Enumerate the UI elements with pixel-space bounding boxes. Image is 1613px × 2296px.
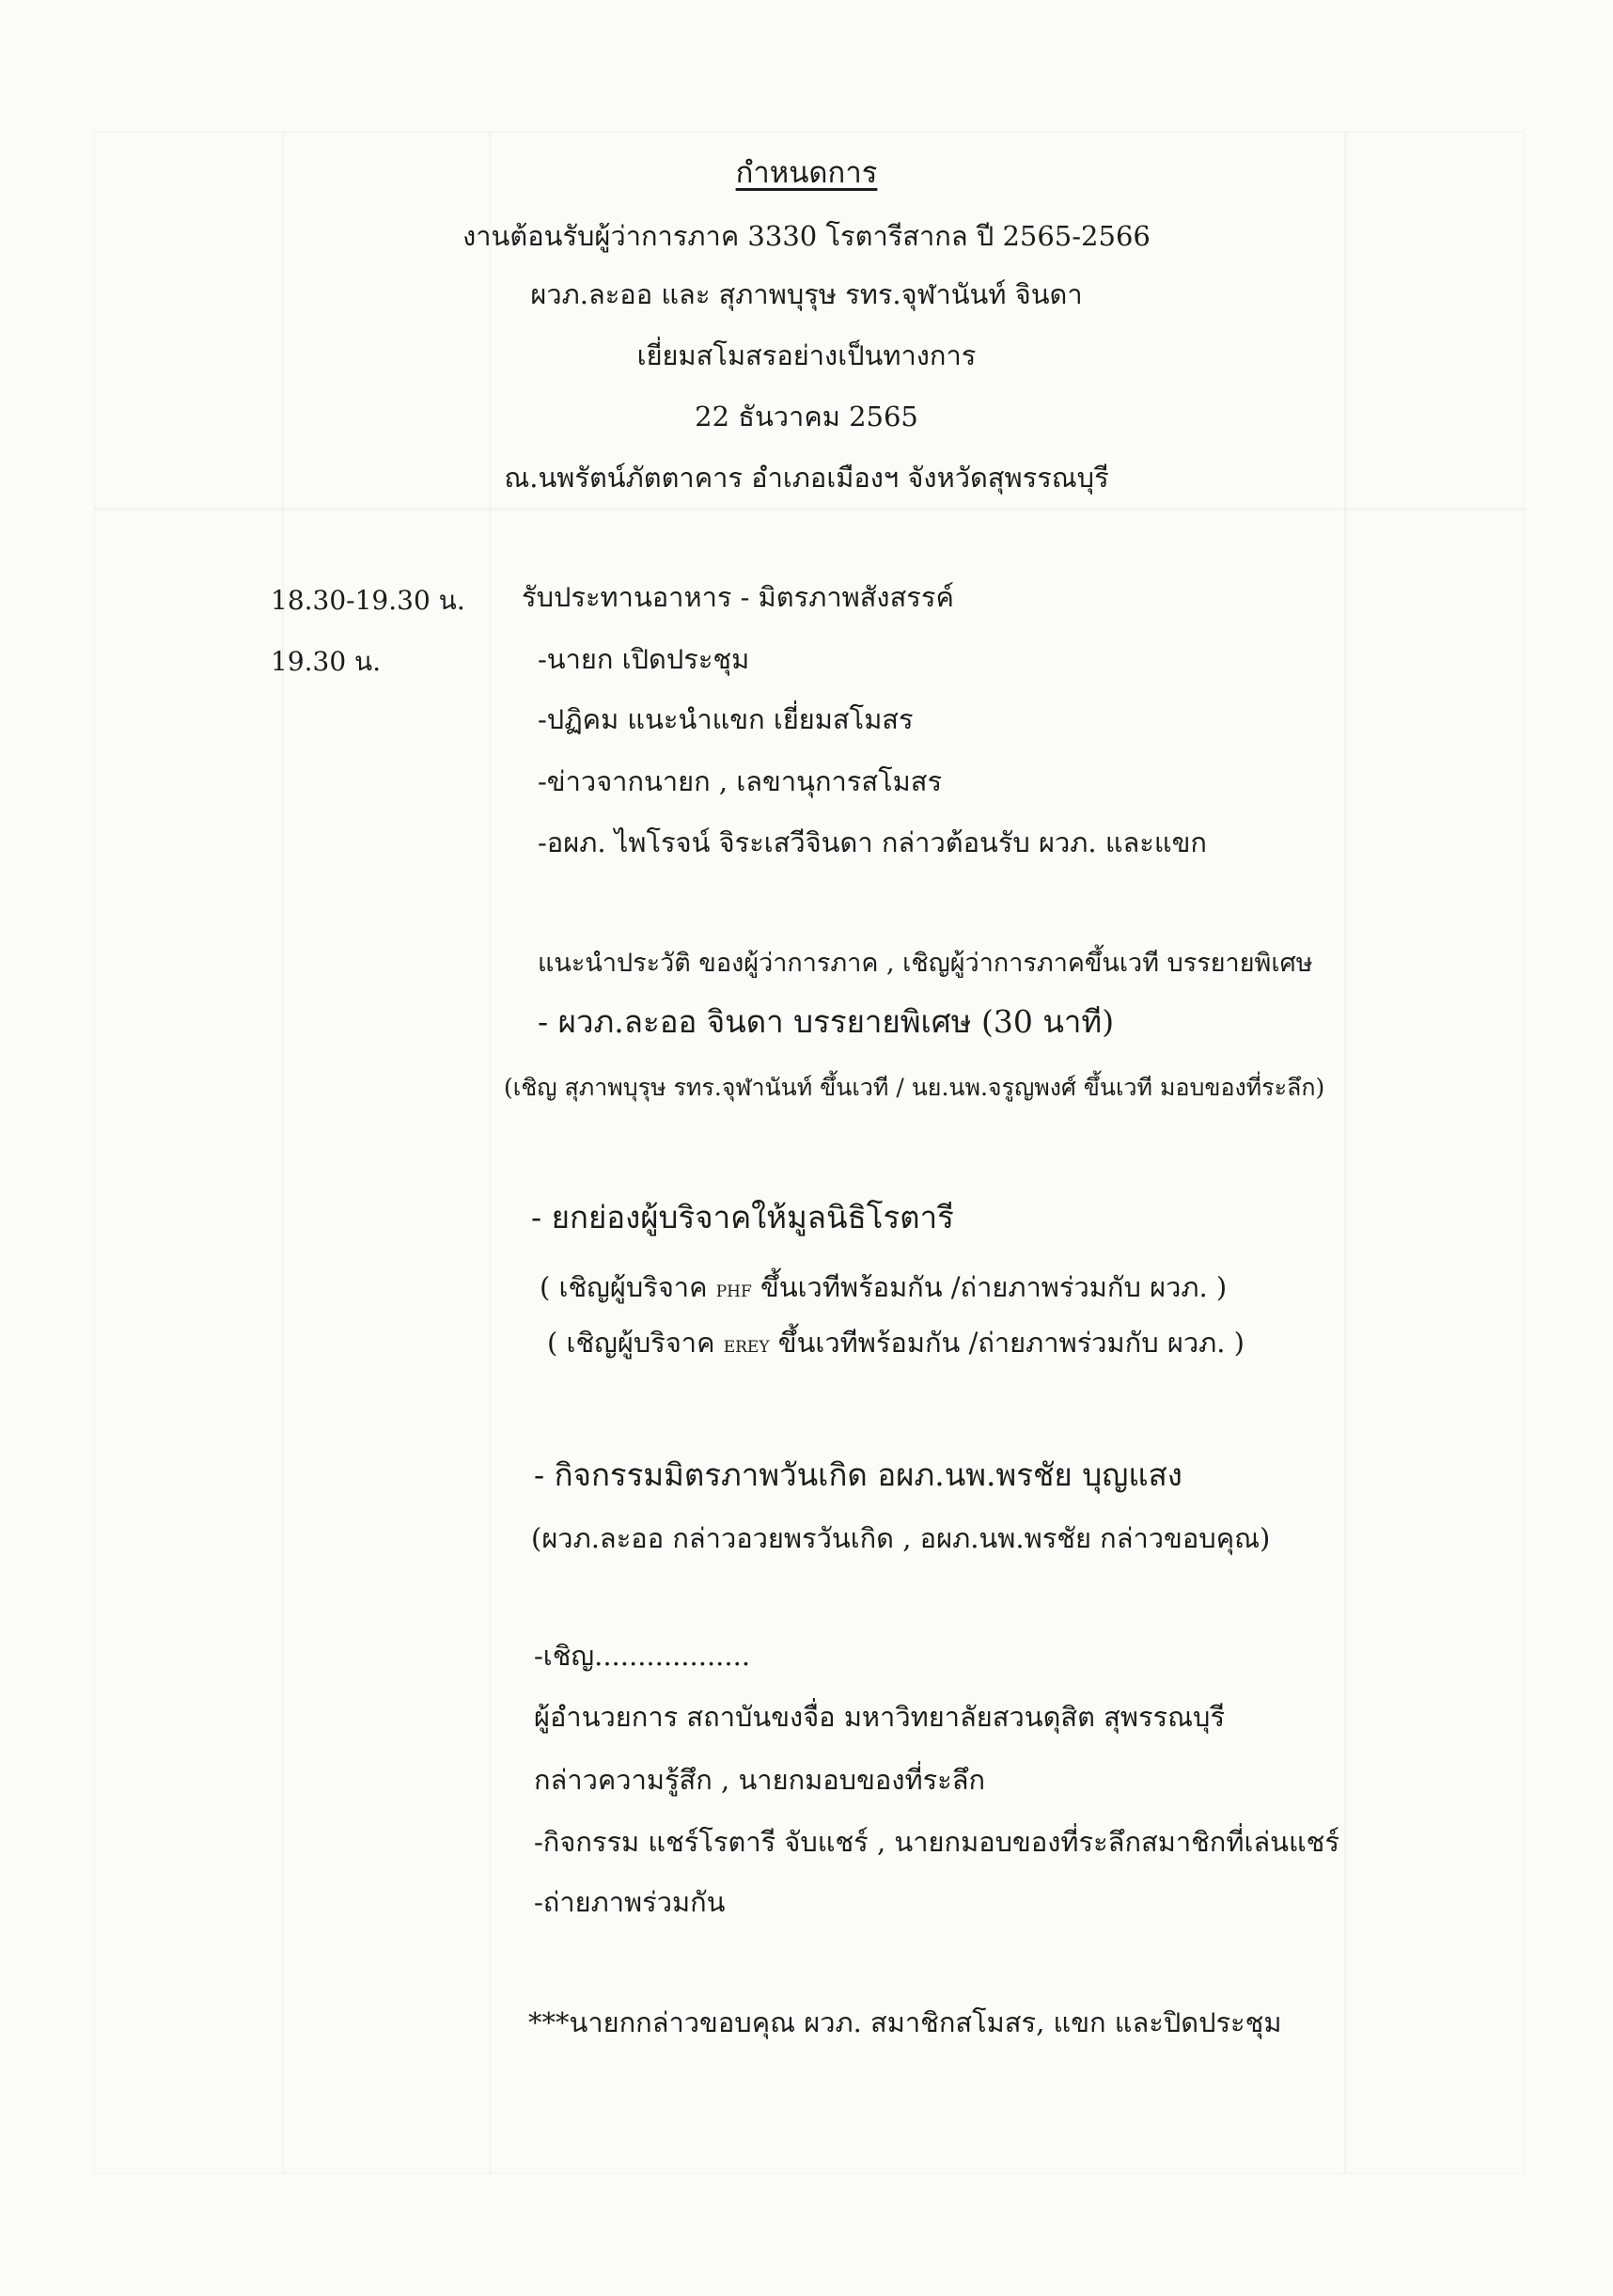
- birthday-note: (ผวภ.ละออ กล่าวอวยพรวันเกิด , อผภ.นพ.พรชัย กล่าวขอบคุณ): [531, 1522, 1271, 1554]
- donors-erey-suffix: ขึ้นเวทีพร้อมกัน /ถ่ายภาพร่วมกับ ผวภ. ): [769, 1327, 1245, 1359]
- donors-phf-suffix: ขึ้นเวทีพร้อมกัน /ถ่ายภาพร่วมกับ ผวภ. ): [751, 1271, 1228, 1303]
- agenda-item: -อผภ. ไพโรจน์ จิระเสวีจินดา กล่าวต้อนรับ ผวภ. และแขก: [538, 826, 1207, 858]
- speech-main: - ผวภ.ละออ จินดา บรรยายพิเศษ (30 นาที): [538, 1003, 1115, 1040]
- agenda-item: -ข่าวจากนายก , เลขานุการสโมสร: [538, 765, 943, 797]
- header-line-date: 22 ธันวาคม 2565: [695, 401, 918, 432]
- donors-erey-prefix: ( เชิญผู้บริจาค: [547, 1327, 724, 1359]
- donors-phf-prefix: ( เชิญผู้บริจาค: [540, 1271, 716, 1303]
- speech-note: (เชิญ สุภาพบุรุษ รทร.จุฬานันท์ ขึ้นเวที / นย.นพ.จรูญพงศ์ ขึ้นเวที มอบของที่ระลึก): [504, 1074, 1325, 1101]
- header-line-event: งานต้อนรับผู้ว่าการภาค 3330 โรตารีสากล ปี 2565-2566: [462, 220, 1151, 252]
- donors-erey-tag: EREY: [723, 1338, 770, 1357]
- donors-phf-tag: PHF: [715, 1282, 752, 1301]
- closing-line: กล่าวความรู้สึก , นายกมอบของที่ระลึก: [534, 1764, 986, 1796]
- time-slot-2: 19.30 น.: [271, 646, 382, 677]
- bleed-through-line: [94, 508, 1525, 511]
- header-line-venue: ณ.นพรัตน์ภัตตาคาร อำเภอเมืองฯ จังหวัดสุพรรณบุรี: [504, 462, 1109, 494]
- speech-intro: แนะนำประวัติ ของผู้ว่าการภาค , เชิญผู้ว่าการภาคขึ้นเวที บรรยายพิเศษ: [538, 949, 1313, 978]
- closing-invite: -เชิญ..................: [534, 1640, 751, 1672]
- donors-main: - ยกย่องผู้บริจาคให้มูลนิธิโรตารี: [531, 1199, 954, 1235]
- birthday-main: - กิจกรรมมิตรภาพวันเกิด อผภ.นพ.พรชัย บุญแสง: [534, 1456, 1182, 1493]
- donors-phf-line: [540, 1266, 1227, 1309]
- closing-line: -กิจกรรม แชร์โรตารี จับแชร์ , นายกมอบของที่ระลึกสมาชิกที่เล่นแชร์: [534, 1826, 1339, 1858]
- time-slot-1: 18.30-19.30 น.: [271, 585, 465, 616]
- header-line-visit: เยี่ยมสโมสรอย่างเป็นทางการ: [636, 339, 977, 371]
- page-title: กำหนดการ: [735, 156, 878, 190]
- header-line-governor: ผวภ.ละออ และ สุภาพบุรุษ รทร.จุฬานันท์ จินดา: [530, 278, 1083, 310]
- closing-line: ผู้อำนวยการ สถาบันขงจื่อ มหาวิทยาลัยสวนดุสิต สุพรรณบุรี: [534, 1701, 1226, 1733]
- slot-1-activity: รับประทานอาหาร - มิตรภาพสังสรรค์: [522, 581, 954, 613]
- closing-final: ***นายกกล่าวขอบคุณ ผวภ. สมาชิกสโมสร, แขก และปิดประชุม: [528, 2006, 1282, 2038]
- donors-erey-line: [547, 1321, 1245, 1364]
- closing-line: -ถ่ายภาพร่วมกัน: [534, 1886, 726, 1918]
- agenda-item: -ปฏิคม แนะนำแขก เยี่ยมสโมสร: [538, 703, 914, 735]
- agenda-item: -นายก เปิดประชุม: [538, 643, 750, 675]
